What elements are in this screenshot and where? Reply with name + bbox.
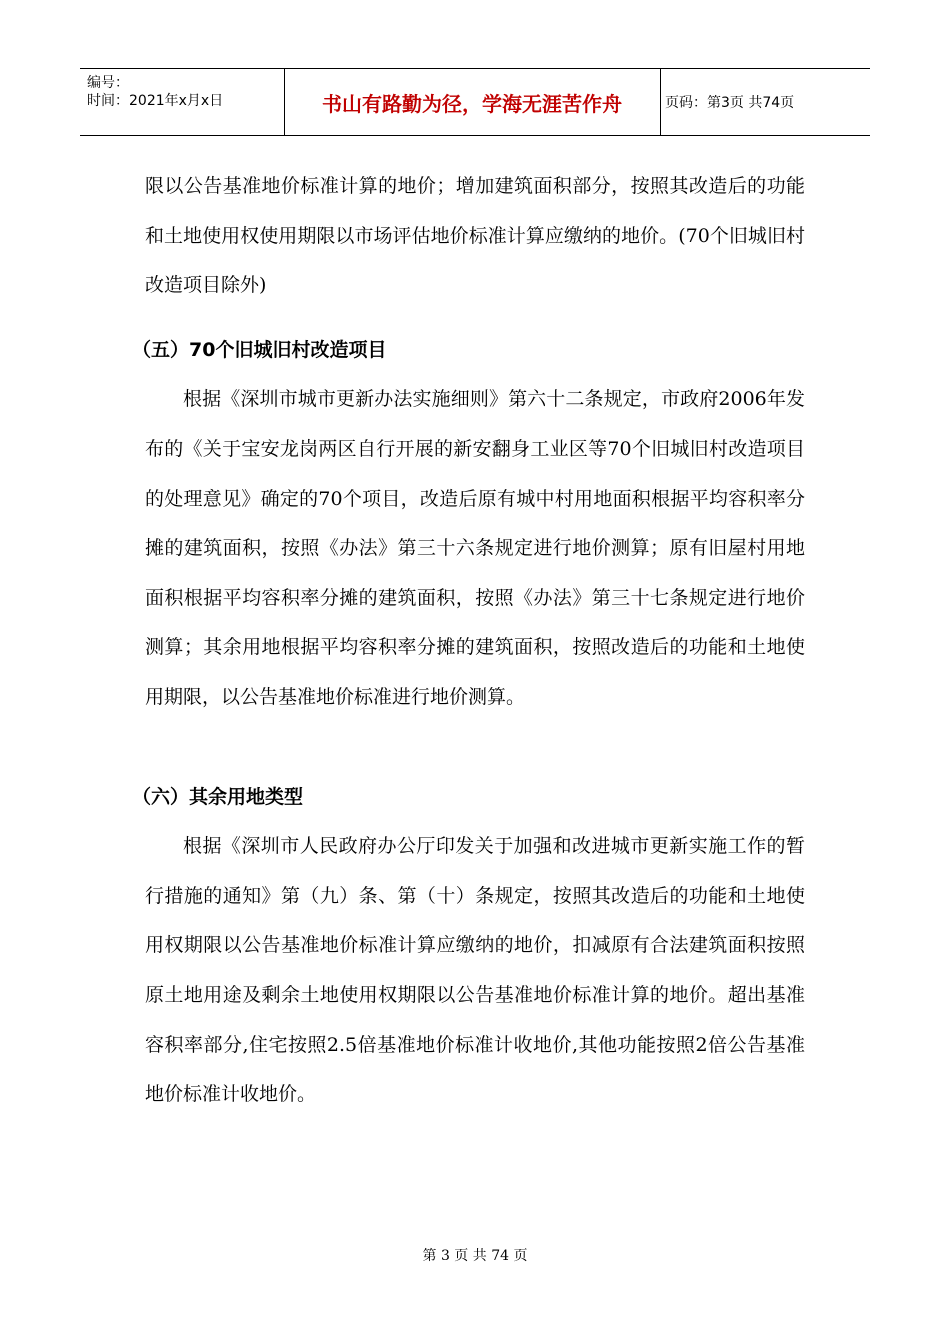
document-body bbox=[132, 162, 805, 1120]
body-paragraph: 限以公告基准地价标准计算的地价；增加建筑面积部分，按照其改造后的功能和土地使用权使用期限以市场评估地价标准计算应缴纳的地价。(70个旧城旧村改造项目除外) bbox=[145, 175, 805, 297]
page-header bbox=[80, 68, 870, 136]
header-meta bbox=[80, 69, 284, 135]
section-heading: （五）70个旧城旧村改造项目 bbox=[132, 338, 387, 361]
header-page-info: 页码：第3页 共74页 bbox=[665, 95, 795, 111]
header-motto: 书山有路勤为径，学海无涯苦作舟 bbox=[322, 91, 622, 116]
body-paragraph: 根据《深圳市城市更新办法实施细则》第六十二条规定，市政府2006年发布的《关于宝安龙岗两区自行开展的新安翻身工业区等70个旧城旧村改造项目的处理意见》确定的70个项目，改造后原有城中村用地面积根据平均容积率分摊的建筑面积，按照《办法》第三十六条规定进行地价测算；原有旧屋村用地面积根据平均容积率分摊的建筑面积，按照《办法》第三十七条规定进行地价测算；其余用地根据平均容积率分摊的建筑面积，按照改造后的功能和土地使用期限，以公告基准地价标准进行地价测算。 bbox=[145, 388, 805, 708]
document-date: 时间：2021年x月x日 bbox=[87, 93, 224, 109]
section-heading: （六）其余用地类型 bbox=[132, 785, 304, 808]
page-footer: 第 3 页 共 74 页 bbox=[422, 1248, 528, 1264]
body-paragraph: 根据《深圳市人民政府办公厅印发关于加强和改进城市更新实施工作的暂行措施的通知》第（九）条、第（十）条规定，按照其改造后的功能和土地使用权期限以公告基准地价标准计算应缴纳的地价，扣减原有合法建筑面积按照原土地用途及剩余土地使用权期限以公告基准地价标准计算的地价。超出基准容积率部分,住宅按照2.5倍基准地价标准计收地价,其他功能按照2倍公告基准地价标准计收地价。 bbox=[145, 835, 805, 1106]
document-number-label: 编号： bbox=[87, 75, 129, 91]
